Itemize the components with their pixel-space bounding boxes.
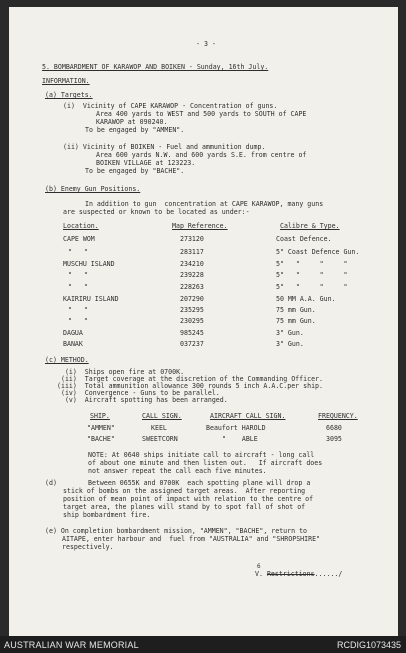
note-line: not answer repeat the call each five minutes. <box>88 467 267 475</box>
call-header-callsign: CALL SIGN. <box>142 412 182 420</box>
call-row-ship: "AMMEN" <box>87 424 115 432</box>
note-line: of about one minute and then listen out. If aircraft does <box>88 459 323 467</box>
handwritten-numeral: 6 <box>257 563 261 570</box>
gun-row-calibre: 5" Coast Defence Gun. <box>276 248 360 256</box>
method-label: (c) METHOD. <box>45 356 89 364</box>
enemy-guns-intro-2: are suspected or known to be located as under:- <box>63 208 250 216</box>
gun-row-mapref: 235295 <box>180 306 204 314</box>
gun-row-mapref: 230295 <box>180 317 204 325</box>
d-line: target area, the planes will stand by to spot fall of shot of <box>63 503 306 511</box>
target-1-line-1: (i) Vicinity of CAPE KARAWOP - Concentration of guns. <box>63 102 278 110</box>
method-item: (iv) Convergence - Guns to be parallel. <box>57 389 220 397</box>
method-item: (v) Aircraft spotting has been arranged. <box>57 396 228 404</box>
continuation-mark <box>255 571 342 578</box>
e-line: AITAPE, enter harbour and fuel from "AUSTRALIA" and "SHROPSHIRE" <box>62 535 321 543</box>
target-2-line-1: (ii) Vicinity of BOIKEN - Fuel and ammunition dump. <box>63 143 266 151</box>
gun-row-mapref: 273120 <box>180 235 204 243</box>
gun-row-mapref: 228263 <box>180 283 204 291</box>
gun-row-location: BANAK <box>63 340 83 348</box>
gun-row-location: DAGUA <box>63 329 83 337</box>
d-line: ship bombardment fire. <box>63 511 151 519</box>
gun-row-calibre: 75 mm Gun. <box>276 306 316 314</box>
call-header-ship: SHIP. <box>90 412 110 420</box>
d-line: Between 0655K and 0700K each spotting plane will drop a <box>88 479 311 487</box>
footer-record-id: RCDIG1073435 <box>336 640 401 650</box>
gun-row-mapref: 207290 <box>180 295 204 303</box>
gun-row-calibre: 5" " " " <box>276 271 348 279</box>
gun-row-location: CAPE WOM <box>63 235 95 243</box>
mark-suffix: ....../ <box>314 570 343 578</box>
call-row-aircraft: Beaufort HAROLD <box>206 424 266 432</box>
gun-row-calibre: 5" " " " <box>276 260 348 268</box>
target-2-line-4: To be engaged by "BACHE". <box>85 167 185 175</box>
gun-row-calibre: 3" Gun. <box>276 329 304 337</box>
method-item: (ii) Target coverage at the discretion of the Commanding Officer. <box>57 375 323 383</box>
gun-row-location: " " <box>68 317 88 325</box>
gun-row-mapref: 283117 <box>180 248 204 256</box>
call-header-frequency: FREQUENCY. <box>318 412 358 420</box>
gun-row-mapref: 239228 <box>180 271 204 279</box>
gun-row-mapref: 985245 <box>180 329 204 337</box>
gun-row-location: KAIRIRU ISLAND <box>63 295 119 303</box>
enemy-guns-label: (b) Enemy Gun Positions. <box>45 185 141 193</box>
gun-row-location: MUSCHU ISLAND <box>63 260 115 268</box>
gun-row-location: " " <box>68 283 88 291</box>
footer-institution: AUSTRALIAN WAR MEMORIAL <box>4 640 139 650</box>
gun-row-location: " " <box>68 271 88 279</box>
target-1-line-4: To be engaged by "AMMEN". <box>85 126 185 134</box>
target-2-line-3: BOIKEN VILLAGE at 123223. <box>96 159 196 167</box>
call-row-ship: "BACHE" <box>87 435 115 443</box>
target-1-line-3: KARAWOP at 090240. <box>96 118 168 126</box>
method-item: (iii) Total ammunition allowance 300 rounds 5 inch A.A.C.per ship. <box>57 382 323 390</box>
col-header-map-reference: Map Reference. <box>172 222 228 230</box>
gun-row-calibre: 50 MM A.A. Gun. <box>276 295 336 303</box>
call-row-frequency: 6680 <box>326 424 342 432</box>
note-line: NOTE: At 0640 ships initiate call to aircraft - long call <box>88 451 315 459</box>
gun-row-location: " " <box>68 248 88 256</box>
target-2-line-2: Area 600 yards N.W. and 600 yards S.E. from centre of <box>96 151 307 159</box>
gun-row-calibre: 3" Gun. <box>276 340 304 348</box>
archive-footer <box>0 636 406 653</box>
section-heading: 5. BOMBARDMENT OF KARAWOP AND BOIKEN - Sunday, 16th July. <box>42 63 269 71</box>
page-number: - 3 - <box>196 40 216 48</box>
e-line: respectively. <box>62 543 114 551</box>
d-line: stick of bombs on the assigned target areas. After reporting <box>63 487 306 495</box>
targets-label: (a) Targets. <box>45 91 93 99</box>
target-1-line-2: Area 400 yards to WEST and 500 yards to SOUTH of CAPE <box>96 110 307 118</box>
call-row-aircraft: " ABLE <box>222 435 258 443</box>
e-line: (e) On completion bombardment mission, "AMMEN", "BACHE", return to <box>45 527 308 535</box>
d-label: (d) <box>45 479 57 487</box>
call-row-callsign: SWEETCORN <box>142 435 178 443</box>
method-item: (i) Ships open fire at 0700K. <box>57 368 185 376</box>
gun-row-calibre: 5" " " " <box>276 283 348 291</box>
call-header-aircraft: AIRCRAFT CALL SIGN. <box>210 412 286 420</box>
col-header-location: Location. <box>63 222 99 230</box>
gun-row-calibre: 75 mm Gun. <box>276 317 316 325</box>
gun-row-mapref: 037237 <box>180 340 204 348</box>
gun-row-mapref: 234210 <box>180 260 204 268</box>
call-row-frequency: 3095 <box>326 435 342 443</box>
mark-prefix: V. <box>255 570 263 578</box>
d-line: position of mean point of impact with relation to the centre of <box>63 495 314 503</box>
gun-row-location: " " <box>68 306 88 314</box>
call-row-callsign: KEEL <box>151 424 167 432</box>
gun-row-calibre: Coast Defence. <box>276 235 332 243</box>
mark-struck-word: Restrictions <box>266 570 315 578</box>
col-header-calibre: Calibre & Type. <box>280 222 340 230</box>
enemy-guns-intro-1: In addition to gun concentration at CAPE KARAWOP, many guns <box>85 200 324 208</box>
information-label: INFORMATION. <box>42 77 90 85</box>
